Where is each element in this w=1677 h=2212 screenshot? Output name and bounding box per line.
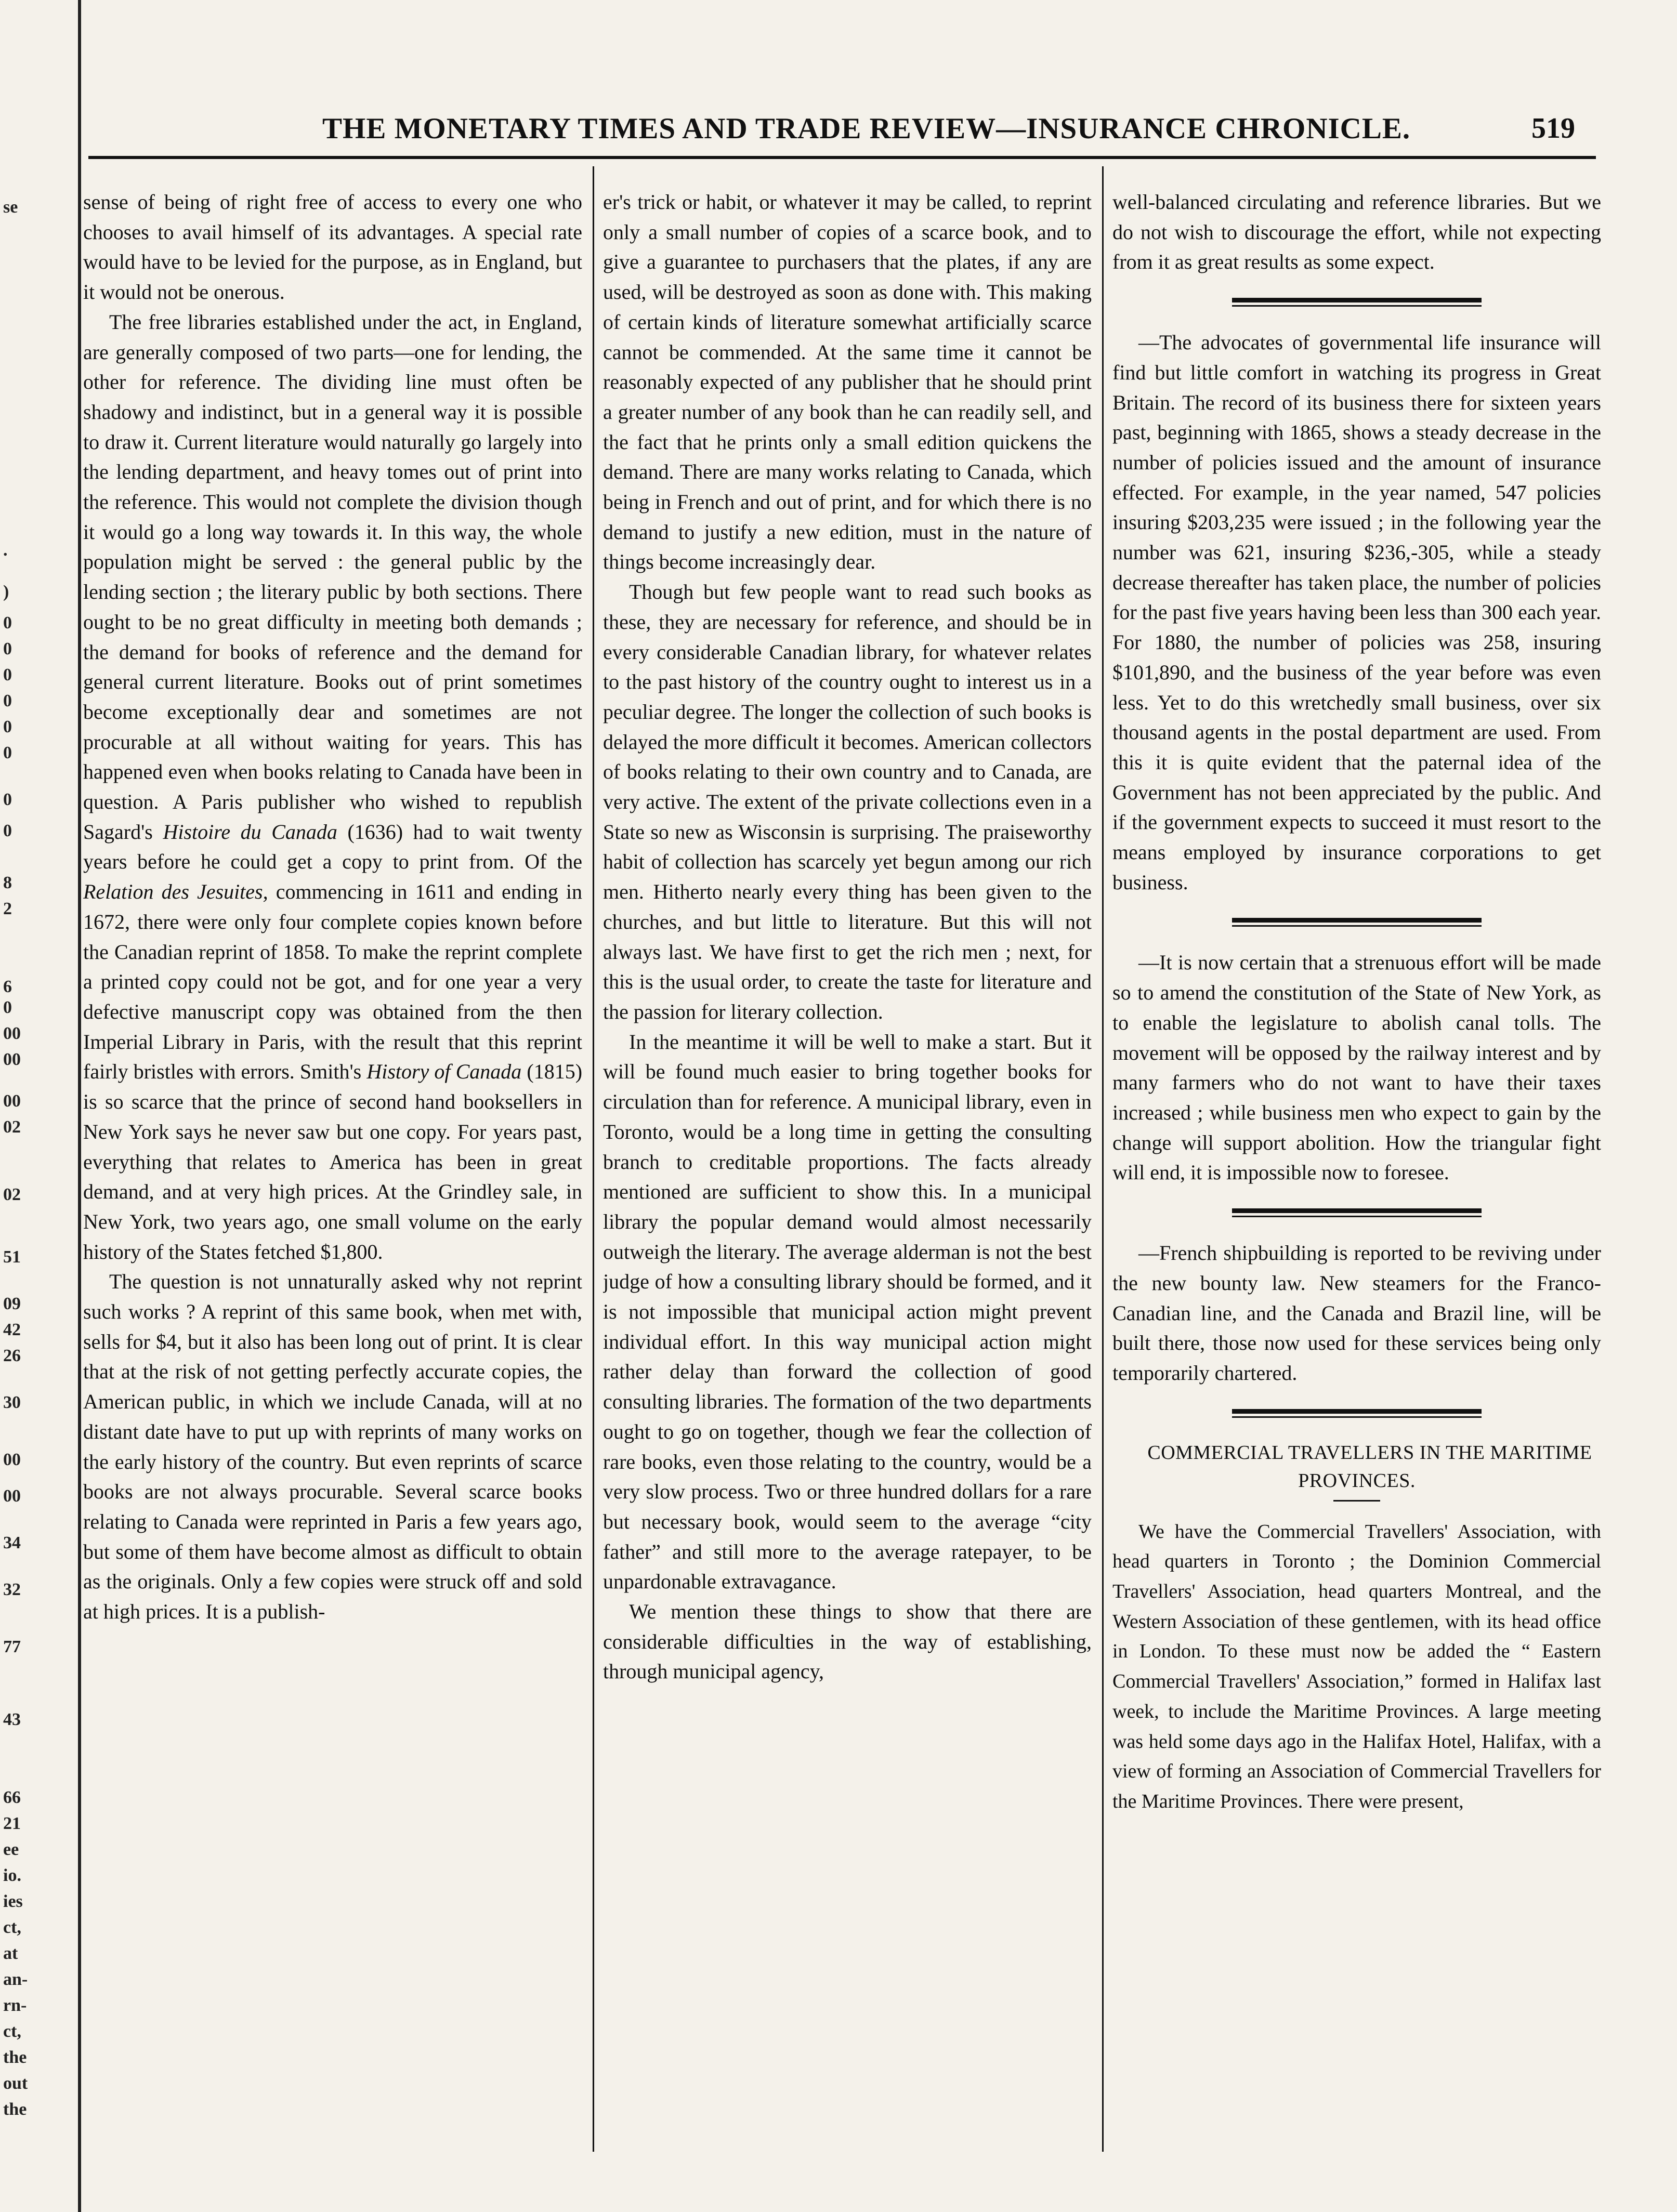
margin-fragment: ies: [3, 1892, 23, 1911]
column-rule-2: [1102, 166, 1104, 2152]
paragraph: sense of being of right free of access to every one who chooses to avail himself of its advantages. A special rate would have to be levied for the purpose, as in England, but it would not be onerous.: [83, 190, 582, 304]
margin-fragment: 00: [3, 1050, 21, 1069]
margin-fragment: an-: [3, 1970, 28, 1989]
margin-fragment: 66: [3, 1788, 21, 1807]
page-number: 519: [1531, 112, 1575, 144]
column-1: [83, 187, 582, 2141]
header-rule: [88, 156, 1596, 159]
margin-fragment: 02: [3, 1185, 21, 1204]
paragraph: In the meantime it will be well to make a start. But it will be found much easier to bring together books for circulation than for reference. A municipal library, even in Toronto, would be a long time in getting the consulting branch to creditable proportions. The facts already mentioned are sufficient to show this. In a municipal library the popular demand would almost necessarily outweigh the literary. The average alderman is not the best judge of how a consulting library should be formed, and it is not impossible that municipal action might prevent individual effort. In this way municipal action might rather delay than forward the collection of good consulting libraries. The formation of the two departments ought to go on together, though we fear the collection of rare books, even those relating to the country, would be a very slow process. Two or three hundred dollars for a rare but necessary book, would seem to the average “city father” and still more to the average ratepayer, to be unpardonable extravagance.: [603, 1030, 1092, 1594]
margin-fragment: 6: [3, 977, 12, 996]
margin-fragment: 77: [3, 1637, 21, 1656]
margin-fragment: 43: [3, 1710, 21, 1729]
margin-fragment: 0: [3, 743, 12, 762]
paragraph: —French shipbuilding is reported to be reviving under the new bounty law. New steamers for the Franco-Canadian line, and the Canada and Brazil line, will be built there, those now used for these services being only temporarily chartered.: [1112, 1241, 1601, 1385]
section-divider: [1232, 298, 1482, 307]
margin-fragment: 0: [3, 717, 12, 736]
paragraph: er's trick or habit, or whatever it may be called, to reprint only a small number of copies of a scarce book, and to give a guarantee to purchasers that the plates, if any are used, will be destroyed as soon as done with. This making of certain kinds of literature somewhat artificially scarce cannot be commended. At the same time it cannot be reasonably expected of any publisher that he should print a greater number of any book than he can readily sell, and the fact that he prints only a small edition quickens the demand. There are many works relating to Canada, which being in French and out of print, and for which there is no demand to justify a new edition, must in the nature of things become increasingly dear.: [603, 190, 1092, 574]
margin-fragment: ct,: [3, 2022, 21, 2041]
column-rule-1: [593, 166, 594, 2152]
margin-fragment: out: [3, 2074, 28, 2093]
margin-fragment: 0: [3, 998, 12, 1017]
margin-fragment: the: [3, 2100, 27, 2119]
paragraph: Though but few people want to read such books as these, they are necessary for reference, and should be in every considerable Canadian library, for whatever relates to the past history of the country ought to interest us in a peculiar degree. The longer the collection of such books is delayed the more difficult it becomes. American collectors of books relating to their own country and to Canada, are very active. The extent of the private collections even in a State so new as Wisconsin is surprising. The praiseworthy habit of collection has scarcely yet begun among our rich men. Hitherto nearly every thing has been given to the churches, and but little to literature. But this will not always last. We have first to get the rich men ; next, for this is the usual order, to create the taste for literature and the passion for literary collection.: [603, 580, 1092, 1023]
margin-fragment: 09: [3, 1294, 21, 1313]
margin-fragment: 42: [3, 1320, 21, 1339]
margin-fragment: the: [3, 2048, 27, 2067]
page-header: [172, 112, 1575, 153]
column-2: [603, 187, 1092, 2141]
margin-fragment: 00: [3, 1486, 21, 1506]
margin-fragment: 0: [3, 639, 12, 659]
section-divider: [1232, 1208, 1482, 1217]
paragraph: —It is now certain that a strenuous effort will be made so to amend the constitution of the State of New York, as to enable the legislature to abolish canal tolls. The movement will be opposed by the railway interest and by many farmers who do not want to have their taxes increased ; while business men who expect to gain by the change will support abolition. How the triangular fight will end, it is impossible now to foresee.: [1112, 951, 1601, 1184]
paragraph: We mention these things to show that there are considerable difficulties in the way of establishing, through municipal agency,: [603, 1600, 1092, 1683]
margin-fragment: 0: [3, 790, 12, 809]
section-title: COMMERCIAL TRAVELLERS IN THE MARITIME PROVINCES.: [1147, 1441, 1592, 1492]
margin-fragment: 0: [3, 665, 12, 684]
margin-fragment: io.: [3, 1866, 21, 1885]
margin-fragment: ee: [3, 1840, 19, 1859]
margin-fragment: se: [3, 198, 18, 217]
margin-fragment: 02: [3, 1117, 21, 1137]
margin-fragment: 51: [3, 1247, 21, 1267]
margin-fragments: [0, 0, 78, 2212]
title-rule: [1333, 1500, 1380, 1502]
paragraph: The free libraries established under the act, in England, are generally composed of two parts—one for lending, the other for reference. The dividing line must often be shadowy and indistinct, but in a general way it is possible to draw it. Current literature would naturally go largely into the lending department, and heavy tomes out of print into the reference. This would not complete the division though it would go a long way towards it. In this way, the whole population might be served : the general public by the lending section ; the literary public by both sections. There ought to be no great difficulty in meeting both demands ; the demand for books of reference and the demand for general current literature. Books out of print sometimes become exceptionally dear and sometimes are not procurable at all without waiting for years. This has happened even when books relating to Canada have been in question. A Paris publisher who wished to republish Sagard's Histoire du Canada (1636) had to wait twenty years before he could get a copy to print from. Of the Relation des Jesuites, commencing in 1611 and ending in 1672, there were only four complete copies known before the Canadian reprint of 1858. To make the reprint complete a printed copy could not be got, and for one year a very defective manuscript copy was obtained from the then Imperial Library in Paris, with the result that this reprint fairly bristles with errors. Smith's History of Canada (1815) is so scarce that the prince of second hand booksellers in New York says he never saw but one copy. For years past, everything that relates to America has been in great demand, and at very high prices. At the Grindley sale, in New York, two years ago, one small volume on the early history of the States fetched $1,800.: [83, 310, 582, 1263]
margin-fragment: 32: [3, 1580, 21, 1599]
paragraph: —The advocates of governmental life insurance will find but little comfort in watching its progress in Great Britain. The record of its business there for sixteen years past, beginning with 1865, shows a steady decrease in the number of policies issued and the amount of insurance effected. For example, in the year named, 547 policies insuring $203,235 were issued ; in the following year the number was 621, insuring $236,-305, while a steady decrease thereafter has taken place, the number of policies for the past five years having been less than 300 each year. For 1880, the number of policies was 258, insuring $101,890, and the business of the year before was even less. Yet to do this wretchedly small business, over six thousand agents in the postal department are used. From this it is quite evident that the paternal idea of the Government has not been appreciated by the public. And if the government expects to succeed it must resort to the means employed by insurance corporations to get business.: [1112, 331, 1601, 894]
column-3: [1112, 187, 1601, 2141]
margin-fragment: .: [3, 541, 8, 560]
margin-fragment: 00: [3, 1024, 21, 1043]
section-divider: [1232, 918, 1482, 927]
margin-fragment: 26: [3, 1346, 21, 1365]
margin-fragment: ct,: [3, 1918, 21, 1937]
margin-fragment: 2: [3, 899, 12, 918]
margin-fragment: 0: [3, 691, 12, 710]
margin-fragment: 00: [3, 1450, 21, 1469]
margin-fragment: 21: [3, 1814, 21, 1833]
section-divider: [1232, 1409, 1482, 1418]
margin-fragment: 0: [3, 613, 12, 633]
margin-fragment: 8: [3, 873, 12, 892]
margin-fragment: 00: [3, 1091, 21, 1111]
margin-fragment: ): [3, 582, 9, 601]
paragraph: well-balanced circulating and reference libraries. But we do not wish to discourage the effort, while not expecting from it as great results as some expect.: [1112, 190, 1601, 274]
masthead-title: THE MONETARY TIMES AND TRADE REVIEW—INSURANCE CHRONICLE.: [322, 112, 1411, 145]
margin-fragment: 30: [3, 1393, 21, 1412]
paragraph: The question is not unnaturally asked why not reprint such works ? A reprint of this same book, when met with, sells for $4, but it also has been long out of print. It is clear that at the risk of not getting perfectly accurate copies, the American public, in which we include Canada, will at no distant date have to put up with reprints of many works on the early history of the country. But even reprints of scarce books are not always procurable. Several scarce books relating to Canada were reprinted in Paris a few years ago, but some of them have become almost as difficult to obtain as the originals. Only a few copies were struck off and sold at high prices. It is a publish-: [83, 1270, 582, 1624]
margin-fragment: 34: [3, 1533, 21, 1552]
paragraph: We have the Commercial Travellers' Association, with head quarters in Toronto ; the Dominion Commercial Travellers' Association, head quarters Montreal, and the Western Association of these gentlemen, with its head office in London. To these must now be added the “ Eastern Commercial Travellers' Association,” formed in Halifax last week, to include the Maritime Provinces. A large meeting was held some days ago in the Halifax Hotel, Halifax, with a view of forming an Association of Commercial Travellers for the Maritime Provinces. There were present,: [1112, 1520, 1601, 1812]
margin-fragment: 0: [3, 821, 12, 840]
margin-fragment: rn-: [3, 1996, 27, 2015]
margin-fragment: at: [3, 1944, 18, 1963]
